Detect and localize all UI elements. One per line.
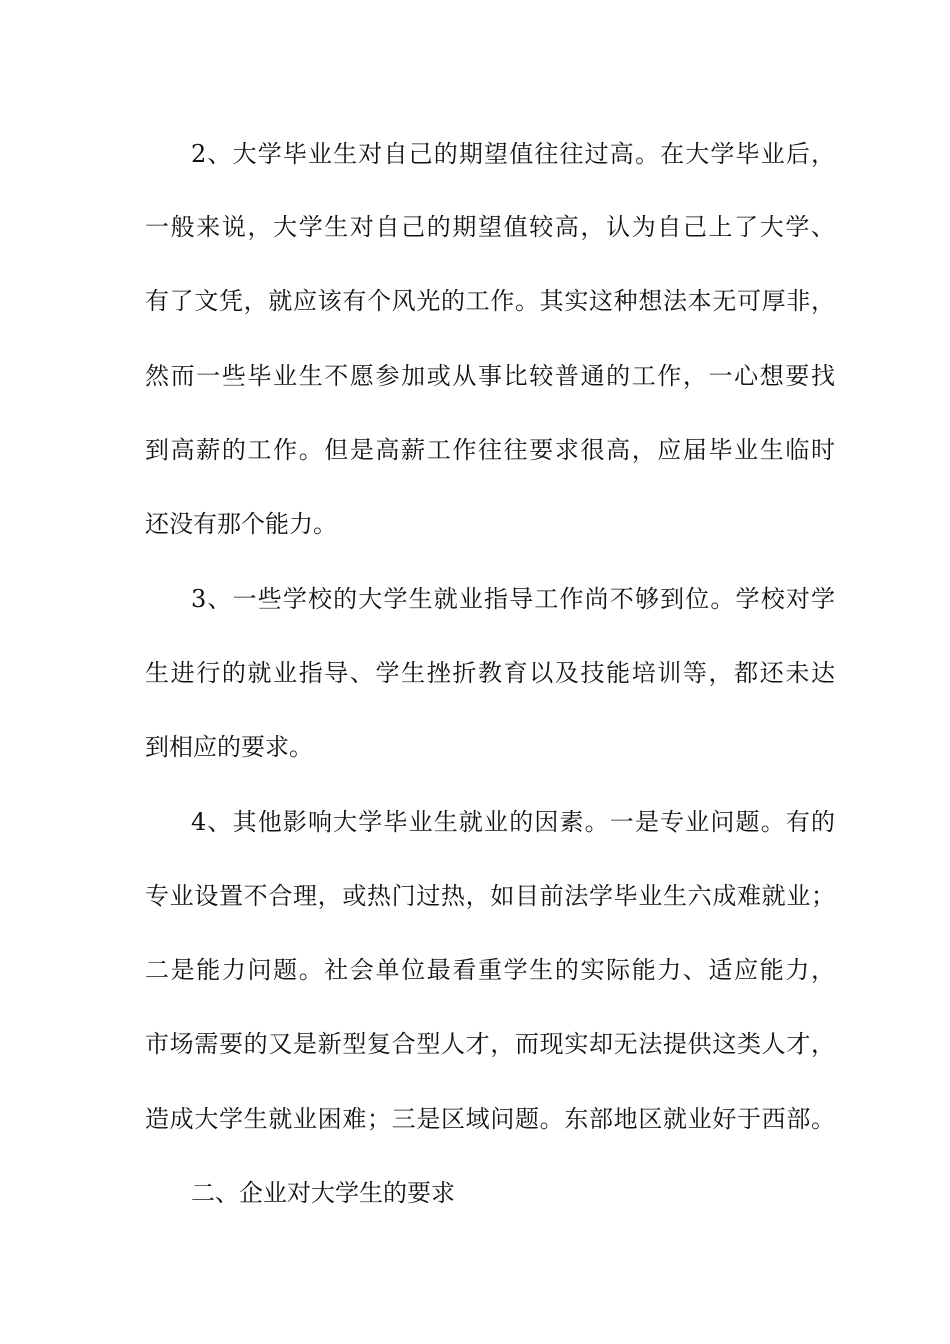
- paragraph-3-line-3: 到相应的要求。: [145, 733, 313, 761]
- section-heading: 二、企业对大学生的要求: [191, 1179, 455, 1207]
- paragraph-4-line-3: 二是能力问题。社会单位最看重学生的实际能力、适应能力，: [145, 956, 835, 984]
- paragraph-2-line-3: 有了文凭，就应该有个风光的工作。其实这种想法本无可厚非，: [145, 287, 835, 315]
- paragraph-4-line-1: 4、其他影响大学毕业生就业的因素。一是专业问题。有的: [191, 808, 835, 836]
- paragraph-2-line-1: 2、大学毕业生对自己的期望值往往过高。在大学毕业后，: [191, 140, 835, 168]
- paragraph-4-line-2: 专业设置不合理，或热门过热，如目前法学毕业生六成难就业；: [145, 882, 835, 910]
- paragraph-2-line-6: 还没有那个能力。: [145, 510, 337, 538]
- paragraph-2-line-4: 然而一些毕业生不愿参加或从事比较普通的工作，一心想要找: [145, 362, 835, 390]
- paragraph-2-line-2: 一般来说，大学生对自己的期望值较高，认为自己上了大学、: [145, 213, 835, 241]
- paragraph-3-line-1: 3、一些学校的大学生就业指导工作尚不够到位。学校对学: [191, 585, 835, 613]
- paragraph-2-line-5: 到高薪的工作。但是高薪工作往往要求很高，应届毕业生临时: [145, 436, 835, 464]
- paragraph-3-line-2: 生进行的就业指导、学生挫折教育以及技能培训等，都还未达: [145, 659, 835, 687]
- paragraph-4-line-4: 市场需要的又是新型复合型人才，而现实却无法提供这类人才，: [145, 1030, 835, 1058]
- paragraph-4-line-5: 造成大学生就业困难；三是区域问题。东部地区就业好于西部。: [145, 1105, 835, 1133]
